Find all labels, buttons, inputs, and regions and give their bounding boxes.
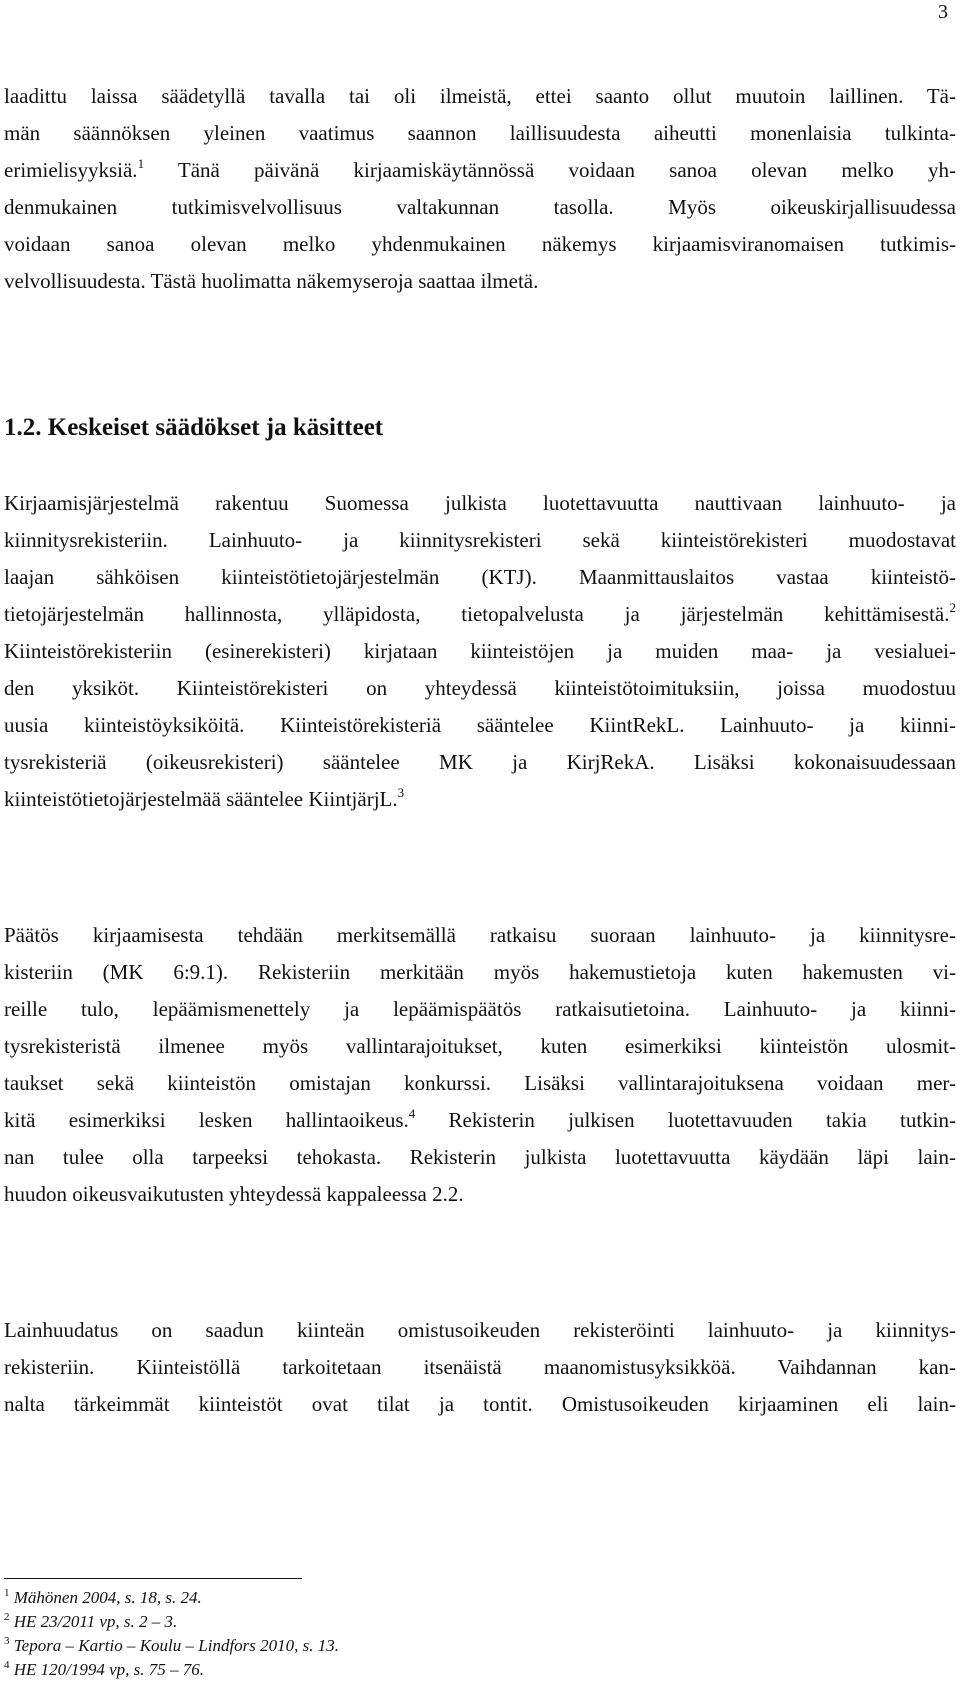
- block2-line: den yksiköt. Kiinteistörekisteri on yhteydessä kiinteistötoimituksiin, joissa muodostuu: [4, 676, 956, 700]
- footnote-marker[interactable]: 1: [137, 156, 145, 171]
- footnote-number: 4: [4, 1659, 10, 1671]
- footnote-item: [4, 1659, 204, 1681]
- block3-line: kisteriin (MK 6:9.1). Rekisteriin merkitään myös hakemustietoja kuten hakemusten vi-: [4, 960, 956, 984]
- footnote-marker[interactable]: 4: [408, 1106, 416, 1121]
- block2-line: tysrekisteriä (oikeusrekisteri) sääntelee MK ja KirjRekA. Lisäksi kokonaisuudessaan: [4, 750, 956, 774]
- footnote-text: HE 23/2011 vp, s. 2 – 3.: [9, 1612, 178, 1631]
- line-text: kitä esimerkiksi lesken hallintaoikeus.: [4, 1108, 409, 1132]
- footnote-marker[interactable]: 2: [949, 600, 956, 615]
- block2-line: laajan sähköisen kiinteistötietojärjestelmän (KTJ). Maanmittauslaitos vastaa kiinteistö-: [4, 565, 956, 589]
- block1-line: denmukainen tutkimisvelvollisuus valtakunnan tasolla. Myös oikeuskirjallisuudessa: [4, 195, 956, 219]
- footnote-number: 1: [4, 1587, 10, 1599]
- block2-line: kiinnitysrekisteriin. Lainhuuto- ja kiinnitysrekisteri sekä kiinteistörekisteri muodostavat: [4, 528, 956, 552]
- block3-line: reille tulo, lepäämismenettely ja lepäämispäätös ratkaisutietoina. Lainhuuto- ja kiinni-: [4, 997, 956, 1021]
- footnote-separator: [4, 1578, 302, 1579]
- block3-line: nan tulee olla tarpeeksi tehokasta. Rekisterin julkista luotettavuutta käydään läpi lain-: [4, 1145, 956, 1169]
- line-text: tietojärjestelmän hallinnosta, ylläpidosta, tietopalvelusta ja järjestelmän kehittämisestä.: [4, 602, 950, 626]
- block2-line: Kiinteistörekisteriin (esinerekisteri) kirjataan kiinteistöjen ja muiden maa- ja vesialuei-: [4, 639, 956, 663]
- block3-line: huudon oikeusvaikutusten yhteydessä kappaleessa 2.2.: [4, 1182, 464, 1206]
- block3-line: [4, 1107, 956, 1133]
- block3-line: taukset sekä kiinteistön omistajan konkurssi. Lisäksi vallintarajoituksena voidaan mer-: [4, 1071, 956, 1095]
- footnote-number: 2: [4, 1611, 10, 1623]
- footnote-text: HE 120/1994 vp, s. 75 – 76.: [9, 1660, 205, 1679]
- block1-line: laadittu laissa säädetyllä tavalla tai oli ilmeistä, ettei saanto ollut muutoin laillinen. Tä-: [4, 84, 956, 108]
- footnote-text: Mähönen 2004, s. 18, s. 24.: [9, 1588, 202, 1607]
- block1-line: voidaan sanoa olevan melko yhdenmukainen näkemys kirjaamisviranomaisen tutkimis-: [4, 232, 956, 256]
- footnote-text: Tepora – Kartio – Koulu – Lindfors 2010, s. 13.: [9, 1636, 340, 1655]
- line-text: Rekisterin julkisen luotettavuuden takia tutkin-: [415, 1108, 957, 1132]
- block3-line: Päätös kirjaamisesta tehdään merkitsemällä ratkaisu suoraan lainhuuto- ja kiinnitysre-: [4, 923, 956, 947]
- footnote-item: [4, 1611, 177, 1633]
- section-heading: 1.2. Keskeiset säädökset ja käsitteet: [4, 414, 384, 441]
- block4-line: nalta tärkeimmät kiinteistöt ovat tilat ja tontit. Omistusoikeuden kirjaaminen eli lain-: [4, 1392, 956, 1416]
- line-text: Tänä päivänä kirjaamiskäytännössä voidaan sanoa olevan melko yh-: [144, 158, 956, 182]
- block1-line: [4, 157, 956, 183]
- footnote-item: [4, 1587, 202, 1609]
- page-number: 3: [938, 1, 948, 23]
- line-text: erimielisyyksiä.: [4, 158, 138, 182]
- footnote-marker[interactable]: 3: [397, 785, 405, 800]
- block4-line: rekisteriin. Kiinteistöllä tarkoitetaan itsenäistä maanomistusyksikköä. Vaihdannan kan-: [4, 1355, 956, 1379]
- line-text: kiinteistötietojärjestelmää sääntelee KiintjärjL.: [4, 787, 398, 811]
- footnote-number: 3: [4, 1635, 10, 1647]
- block1-line: velvollisuudesta. Tästä huolimatta näkemyseroja saattaa ilmetä.: [4, 269, 539, 293]
- block2-line: [4, 601, 956, 627]
- block1-line: män säännöksen yleinen vaatimus saannon laillisuudesta aiheutti monenlaisia tulkinta-: [4, 121, 956, 145]
- block2-line: uusia kiinteistöyksiköitä. Kiinteistörekisteriä sääntelee KiintRekL. Lainhuuto- ja kiinni-: [4, 713, 956, 737]
- block2-line: [4, 786, 956, 812]
- block4-line: Lainhuudatus on saadun kiinteän omistusoikeuden rekisteröinti lainhuuto- ja kiinnitys-: [4, 1318, 956, 1342]
- block2-line: Kirjaamisjärjestelmä rakentuu Suomessa julkista luotettavuutta nauttivaan lainhuuto- ja: [4, 491, 956, 515]
- block3-line: tysrekisteristä ilmenee myös vallintarajoitukset, kuten esimerkiksi kiinteistön ulosmit-: [4, 1034, 956, 1058]
- footnote-item: [4, 1635, 339, 1657]
